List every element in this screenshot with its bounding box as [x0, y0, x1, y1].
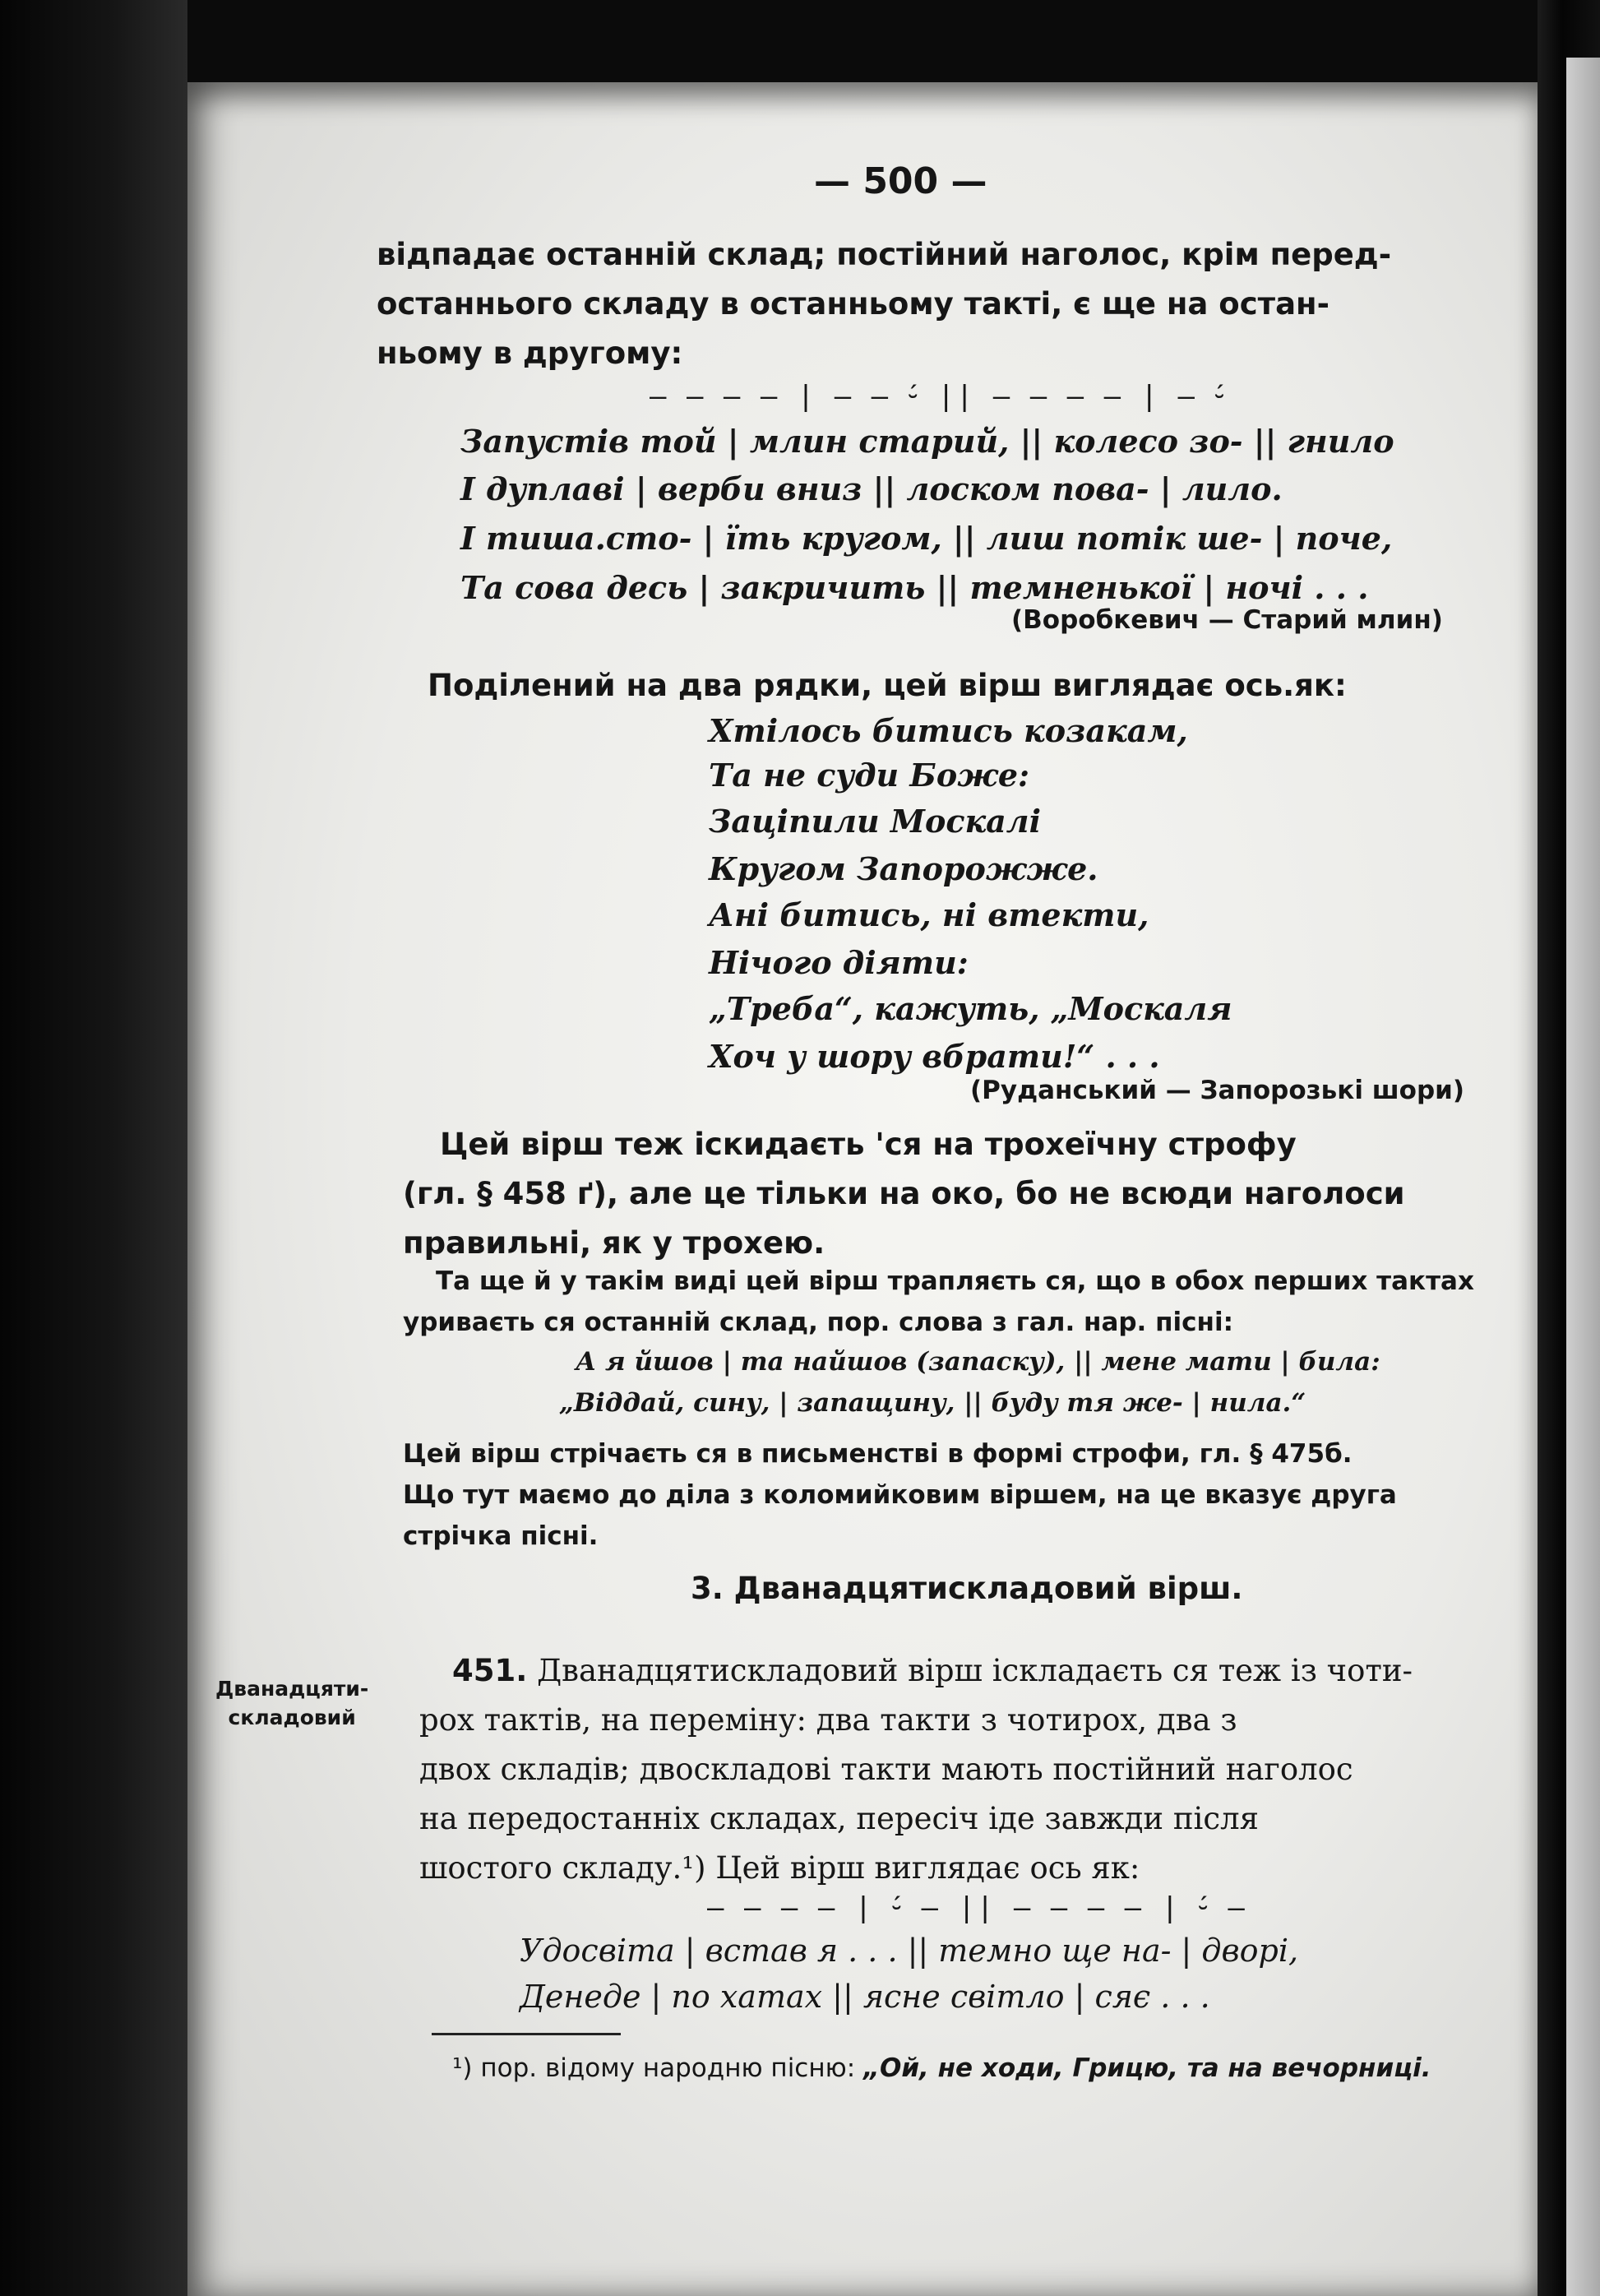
intro-line-3: ньому в другому:: [377, 336, 683, 371]
verse-4-line-2: Денеде | по хатах || ясне світло | сяє . . .: [520, 1979, 1210, 2015]
verse-2-line-2: Та не суди Боже:: [709, 757, 1030, 794]
page-number: — 500 —: [814, 160, 987, 202]
para-2-line-3: правильні, як у трохею.: [403, 1225, 825, 1261]
footnote-text: ¹) пор. відому народню пісню:: [452, 2053, 864, 2083]
citation-1: (Воробкевич — Старий млин): [1011, 605, 1443, 635]
verse-2-line-5: Ані битись, ні втекти,: [709, 896, 1149, 933]
intro-line-1: відпадає останній склад; постійний наголос, крім перед-: [377, 237, 1392, 272]
verse-1-line-4: Та сова десь | закричить || темненької | ночі . . .: [460, 569, 1369, 606]
citation-2: (Руданський — Запорозькі шори): [970, 1076, 1465, 1105]
verse-2-line-6: Нічого діяти:: [709, 944, 969, 981]
para-5-line-1: [452, 1653, 1413, 1688]
verse-2-line-4: Кругом Запорожже.: [709, 850, 1098, 887]
para-5-line-1-text: Дванадцятискладовий вірш іскладаєть ся теж із чоти-: [537, 1653, 1413, 1688]
margin-label: [215, 1674, 368, 1732]
verse-1-line-2: І дуплаві | верби вниз || лоском пова- | лило.: [460, 470, 1283, 507]
para-5-line-3: двох складів; двоскладові такти мають постійний наголос: [419, 1752, 1353, 1787]
paragraph-number: 451.: [452, 1653, 528, 1688]
verse-2-line-3: Заціпили Москалі: [709, 803, 1042, 840]
margin-label-line-2: складовий: [228, 1706, 356, 1729]
section-heading: 3. Дванадцятискладовий вірш.: [691, 1571, 1243, 1606]
adjacent-page-edge: [1566, 58, 1600, 2296]
scan-border-left: [0, 0, 187, 2296]
split-intro: Поділений на два рядки, цей вірш виглядає ось.як:: [428, 668, 1347, 703]
verse-2-line-1: Хтілось битись козакам,: [709, 712, 1188, 749]
metrical-scheme-1: – – – – | – – ⏑́ || – – – – | – ⏑́: [650, 380, 1226, 413]
footnote-rule: [432, 2033, 621, 2035]
para-4-line-2: Що тут маємо до діла з коломийковим віршем, на це вказує друга: [403, 1480, 1397, 1510]
para-4-line-1: Цей вірш стрічаєть ся в письменстві в формі строфи, гл. § 475б.: [403, 1439, 1353, 1469]
para-2-line-2: (гл. § 458 ґ), але це тільки на око, бо не всюди наголоси: [403, 1176, 1405, 1211]
verse-2-line-7: „Треба“, кажуть, „Москаля: [709, 990, 1232, 1027]
para-5-line-5: шостого складу.¹) Цей вірш виглядає ось як:: [419, 1850, 1140, 1886]
metrical-scheme-2: – – – – | ⏑́ – || – – – – | ⏑́ –: [707, 1891, 1246, 1924]
intro-line-2: останнього складу в останньому такті, є ще на остан-: [377, 286, 1329, 322]
para-3-line-1: Та ще й у такім виді цей вірш трапляєть ся, що в обох перших тактах: [436, 1266, 1474, 1296]
verse-1-line-3: І тиша.сто- | їть кругом, || лиш потік ше- | поче,: [460, 520, 1393, 557]
para-3-line-2: уриваєть ся останній склад, пор. слова з гал. нар. пісні:: [403, 1308, 1233, 1337]
para-5-line-4: на передостанніх складах, пересіч іде завжди після: [419, 1801, 1259, 1836]
para-2-line-1: Цей вірш теж іскидаєть 'ся на трохеїчну строфу: [440, 1127, 1297, 1162]
verse-4-line-1: Удосвіта | встав я . . . || темно ще на- | дворі,: [520, 1933, 1299, 1969]
verse-3-line-2: „Віддай, сину, | запащину, || буду тя же- | нила.“: [559, 1388, 1306, 1418]
margin-label-line-1: Дванадцяти-: [215, 1677, 369, 1701]
footnote: [452, 2053, 1431, 2083]
footnote-song-title: „Ой, не ходи, Грицю, та на вечорниці.: [863, 2053, 1431, 2083]
verse-3-line-1: А я йшов | та найшов (запаску), || мене мати | била:: [576, 1347, 1380, 1377]
verse-2-line-8: Хоч у шору вбрати!“ . . .: [709, 1038, 1160, 1075]
para-5-line-2: рох тактів, на переміну: два такти з чотирох, два з: [419, 1702, 1237, 1738]
para-4-line-3: стрічка пісні.: [403, 1521, 599, 1551]
verse-1-line-1: Запустів той | млин старий, || колесо зо- || гнило: [460, 423, 1394, 460]
